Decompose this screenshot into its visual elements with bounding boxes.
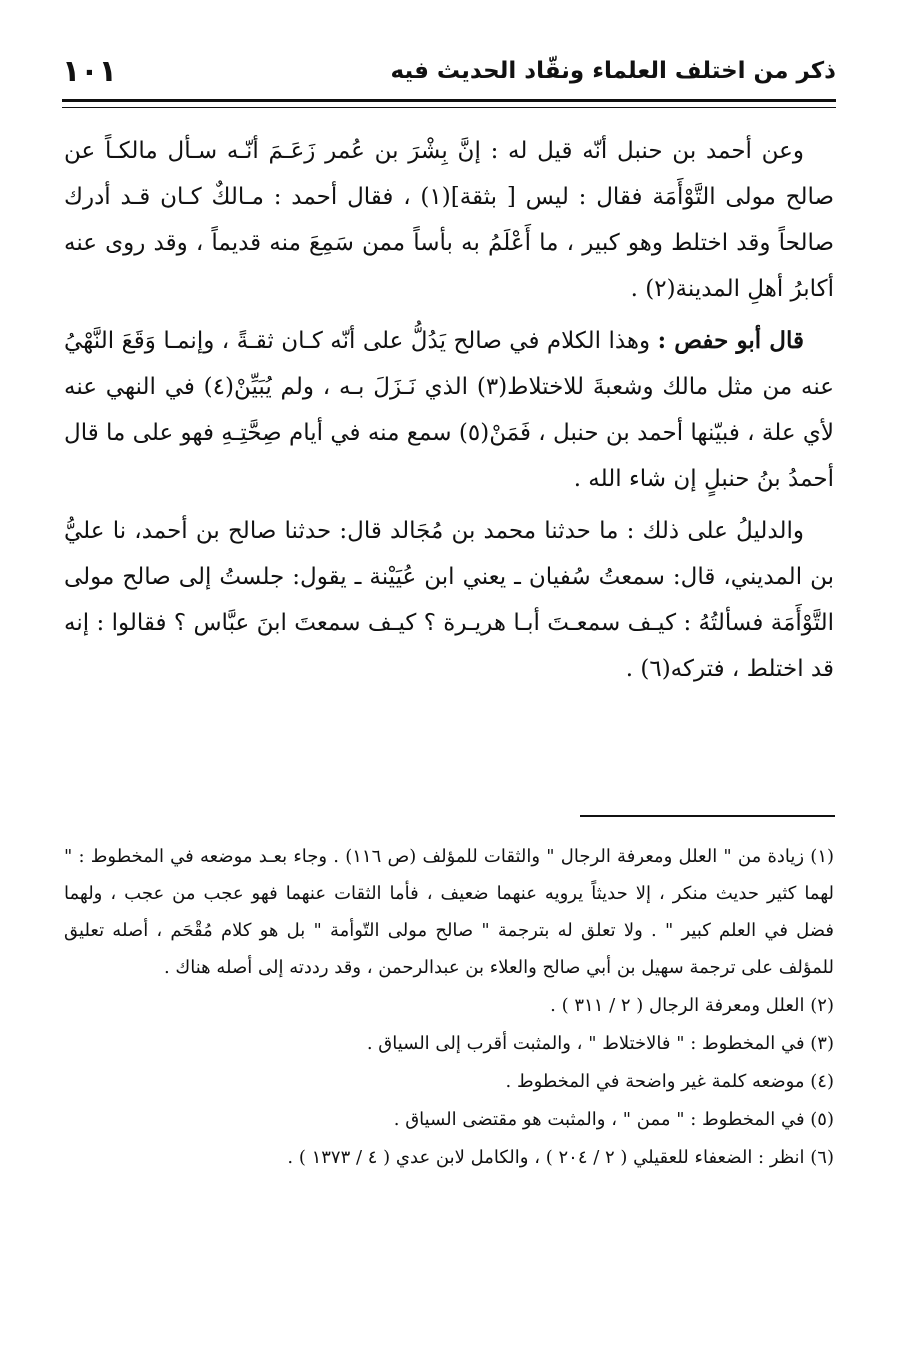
paragraph-3: والدليلُ على ذلك : ما حدثنا محمد بن مُجَالد قال: حدثنا صالح بن أحمد، نا عليُّ بن المديني، قال: سمعتُ سُفيان ـ يعني ابن عُيَيْنة ـ يقول: جلستُ إلى صالح مولى التَّوْأَمَة فسألتُهُ : كيـف سمعـتَ أبـا هريـرة ؟ كيـف سمعتَ ابنَ عبَّاس ؟ فقالوا : إنه قد اختلط ، فتركه(٦) . <box>64 518 834 682</box>
footnote-1: (١) زيادة من " العلل ومعرفة الرجال " والثقات للمؤلف (ص ١١٦) . وجاء بعـد موضعه في المخطوط : " لهما كثير حديث منكر ، إلا حديثاً يرويه عنهما ضعيف ، فأما الثقات عنهما فهو عجب من عجب ، ولهما فضل في العلم كبير " . ولا تعلق له بترجمة " صالح مولى التّوأمة " بل هو كلام مُقْحَم ، أصله تعليق للمؤلف على ترجمة سهيل بن أبي صالح والعلاء بن عبدالرحمن ، وقد رددته إلى أصله هناك . <box>64 846 835 978</box>
main-text <box>64 128 834 698</box>
footnotes <box>64 838 834 1177</box>
footnote-5: (٥) في المخطوط : " ممن " ، والمثبت هو مقتضى السياق . <box>393 1109 834 1130</box>
running-title: ذكر من اختلف العلماء ونقّاد الحديث فيه <box>390 58 836 84</box>
footnote-separator <box>580 815 835 817</box>
footnote-2: (٢) العلل ومعرفة الرجال ( ٢ / ٣١١ ) . <box>550 995 834 1016</box>
header-rule-thick <box>62 99 836 102</box>
header-rule-thin <box>62 107 836 108</box>
footnote-6: (٦) انظر : الضعفاء للعقيلي ( ٢ / ٢٠٤ ) ، والكامل لابن عدي ( ٤ / ١٣٧٣ ) . <box>287 1147 834 1168</box>
footnote-3: (٣) في المخطوط : " فالاختلاط " ، والمثبت أقرب إلى السياق . <box>366 1033 834 1054</box>
paragraph-2-lead: قال أبو حفص : <box>657 327 804 354</box>
footnote-4: (٤) موضعه كلمة غير واضحة في المخطوط . <box>505 1071 834 1092</box>
paragraph-2-text: وهذا الكلام في صالح يَدُلُّ على أنّه كـان ثقـةً ، وإنمـا وَقَعَ النَّهْيُ عنه من مثل مالك وشعبةَ للاختلاط(٣) الذي نَـزَلَ بـه ، ولم يُبَيِّنْ(٤) في النهي عنه لأي علة ، فبيّنها أحمد بن حنبل ، فَمَنْ(٥) سمع منه في أيام صِحَّتِـهِ فهو على ما قال أحمدُ بنُ حنبلٍ إن شاء الله . <box>64 328 834 492</box>
paragraph-2 <box>64 318 834 502</box>
paragraph-1: وعن أحمد بن حنبل أنّه قيل له : إنَّ بِشْرَ بن عُمر زَعَـمَ أنّـه سـأل مالكـاً عن صالح مولى التَّوْأَمَة فقال : ليس [ بثقة](١) ، فقال أحمد : مـالكٌ كـان قـد أدرك صالحاً وقد اختلط وهو كبير ، ما أَعْلَمُ به بأساً ممن سَمِعَ منه قديماً ، وقد روى عنه أكابرُ أهلِ المدينة(٢) . <box>64 138 834 302</box>
running-header <box>62 52 836 92</box>
page-number: ١٠١ <box>62 54 117 89</box>
